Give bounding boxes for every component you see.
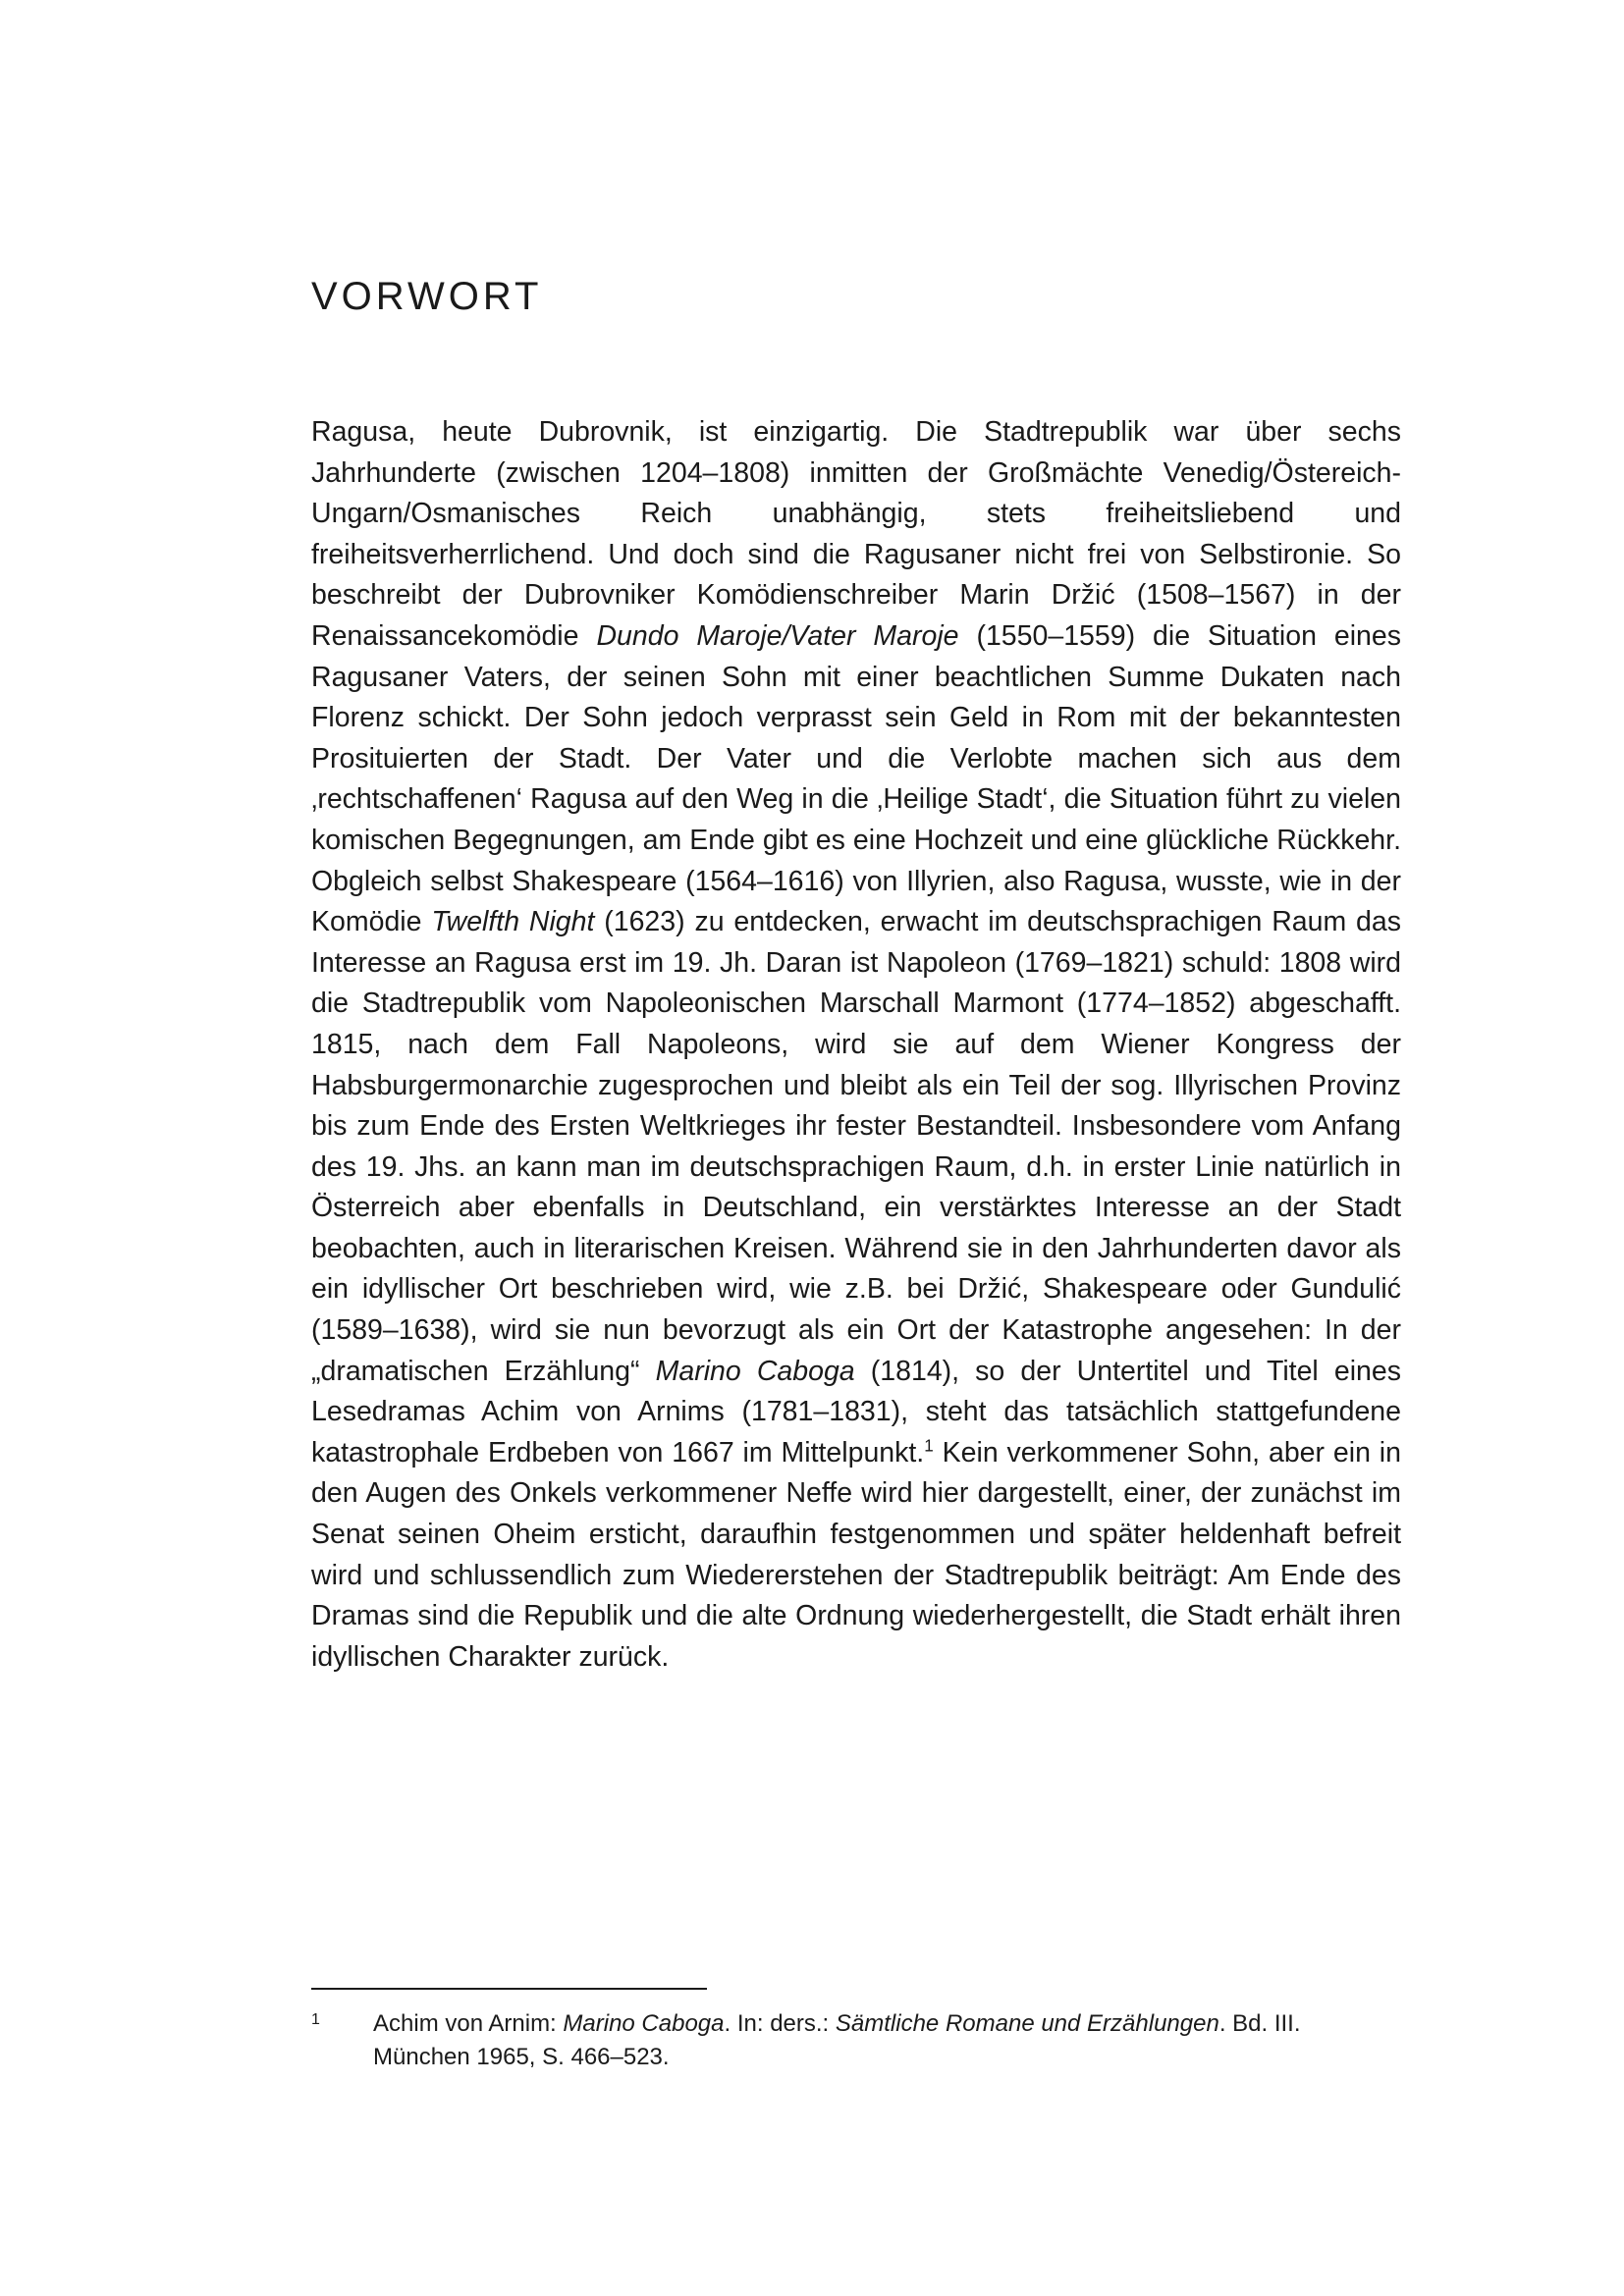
footnote-number: 1 [311, 2011, 320, 2028]
page-title: VORWORT [311, 275, 543, 318]
text-run: (1550–1559) die Situation eines Ragusaner Vaters, der seinen Sohn mit einer beachtlichen Summe Dukaten nach Florenz schickt. Der Sohn jedoch verprasst sein Geld in Rom mit der bekanntesten Prosituierten der Stadt. Der Vater und die Verlobte machen sich aus dem ‚rechtschaffenen‘ Ragusa auf den Weg in die ‚Heilige Stadt‘, die Situation führt zu vielen komischen Begegnungen, am Ende gibt es eine Hochzeit und eine glückliche Rückkehr. Obgleich selbst Shakespeare (1564–1616) von Illyrien, also Ragusa, wusste, wie in der Komödie [311, 619, 1401, 938]
italic-title-twelfth-night: Twelfth Night [431, 906, 595, 938]
footnote-separator [311, 1988, 707, 1990]
italic-title-dundo-maroje: Dundo Maroje/Vater Maroje [596, 619, 959, 652]
text-run: (1814), so der Untertitel und Titel eines Lesedramas Achim von Arnims (1781–1831), steht das tatsächlich stattgefundene katastrophale Erdbeben von 1667 im Mittelpunkt. [311, 1355, 1401, 1468]
text-run: (1623) zu entdecken, erwacht im deutschsprachigen Raum das Interesse an Ragusa erst im 19. Jh. Daran ist Napoleon (1769–1821) schuld: 1808 wird die Stadtrepublik vom Napoleonischen Marschall Marmont (1774–1852) abgeschafft. 1815, nach dem Fall Napoleons, wird sie auf dem Wiener Kongress der Habsburgermonarchie zugesprochen und bleibt als ein Teil der sog. Illyrischen Provinz bis zum Ende des Ersten Weltkrieges ihr fester Bestandteil. Insbesondere vom Anfang des 19. Jhs. an kann man im deutschsprachigen Raum, d.h. in erster Linie natürlich in Österreich aber ebenfalls in Deutschland, ein verstärktes Interesse an der Stadt beobachten, auch in literarischen Kreisen. Während sie in den Jahrhunderten davor als ein idyllischer Ort beschrieben wird, wie z.B. bei Držić, Shakespeare oder Gundulić (1589–1638), wird sie nun bevorzugt als ein Ort der Katastrophe angesehen: In der „dramatischen Erzählung“ [311, 906, 1401, 1387]
footnote-text [373, 2007, 1401, 2074]
italic-title-marino-caboga: Marino Caboga [655, 1355, 855, 1387]
text-run: Ragusa, heute Dubrovnik, ist einzigartig. Die Stadtrepublik war über sechs Jahrhunderte (zwischen 1204–1808) inmitten der Großmächte Venedig/Östereich-Ungarn/Osmanisches Reich unabhängig, stets freiheitsliebend und freiheitsverherrlichend. Und doch sind die Ragusaner nicht frei von Selbstironie. So beschreibt der Dubrovniker Komödienschreiber Marin Držić (1508–1567) in der Renaissancekomödie [311, 416, 1401, 652]
footnote-reference[interactable]: 1 [924, 1436, 934, 1456]
footnote-italic-title: Sämtliche Romane und Erzählungen [835, 2010, 1219, 2037]
footnote-run: . Bd. III. München 1965, S. 466–523. [373, 2010, 1301, 2070]
body-text [311, 412, 1401, 1678]
footnote-run: Achim von Arnim: [373, 2010, 564, 2037]
preface-paragraph [311, 412, 1401, 1678]
footnote-italic-title: Marino Caboga [563, 2010, 725, 2037]
text-run: Kein verkommener Sohn, aber ein in den Augen des Onkels verkommener Neffe wird hier dargestellt, einer, der zunächst im Senat seinen Oheim ersticht, daraufhin festgenommen und später heldenhaft befreit wird und schlussendlich zum Wiedererstehen der Stadtrepublik beiträgt: Am Ende des Dramas sind die Republik und die alte Ordnung wiederhergestellt, die Stadt erhält ihren idyllischen Charakter zurück. [311, 1436, 1401, 1673]
footnote-run: . In: ders.: [724, 2010, 836, 2037]
footnote [311, 2007, 1401, 2074]
